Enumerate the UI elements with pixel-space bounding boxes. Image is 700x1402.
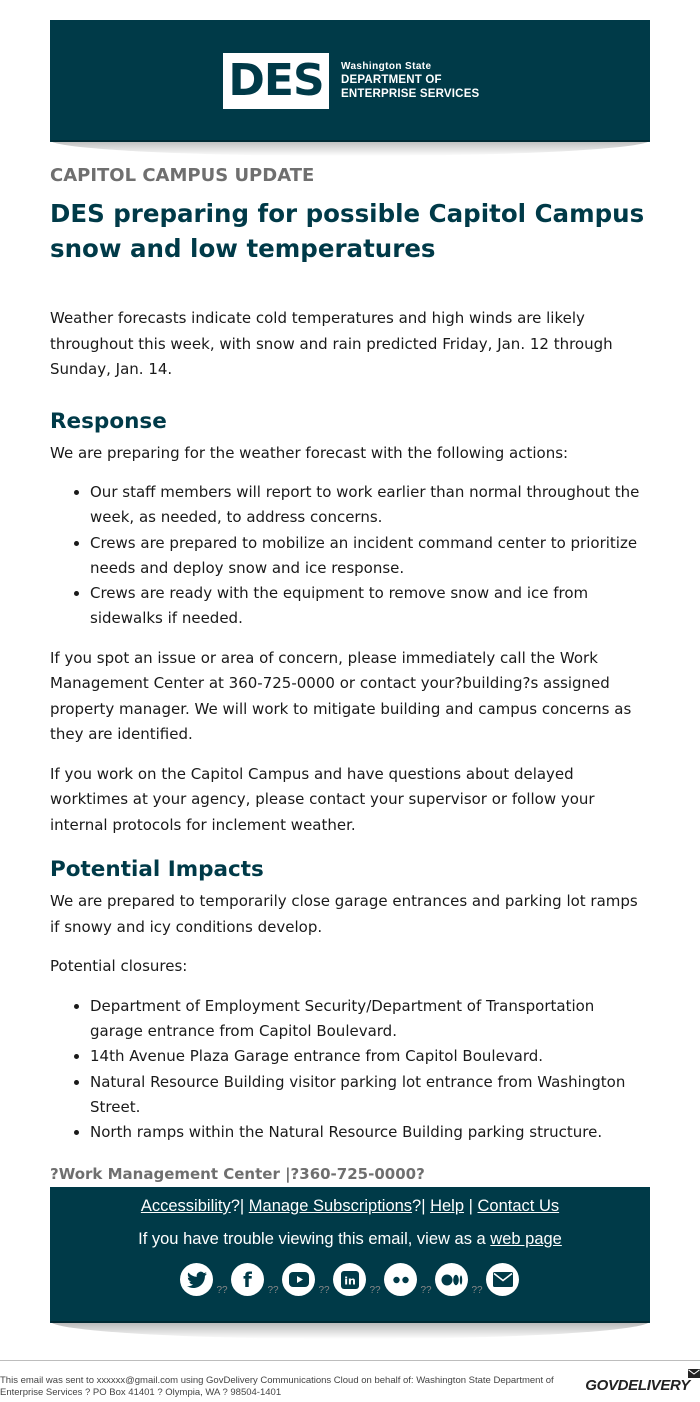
issue-paragraph: If you spot an issue or area of concern, please immediately call the Work Management Center at 360-725-0000 or contact your?building?s assigned property manager. We will work to mitigate building and campus concerns as they are identified.: [50, 648, 632, 744]
intro-paragraph: Weather forecasts indicate cold temperatures and high winds are likely throughout this week, with snow and rain predicted Friday, Jan. 12 through Sunday, Jan. 14.: [50, 309, 613, 378]
logo-line-state: Washington State: [341, 61, 432, 72]
closures-list: [50, 994, 650, 1146]
contact-line: ?Work Management Center |?360-725-0000?: [50, 1164, 425, 1183]
social-separator: ??: [369, 1285, 381, 1296]
logo-line-department: DEPARTMENT OF: [341, 74, 442, 86]
web-page-link[interactable]: web page: [490, 1230, 562, 1248]
manage-subscriptions-link[interactable]: Manage Subscriptions: [248, 1197, 413, 1215]
social-row: [180, 1263, 519, 1297]
response-list: [50, 480, 650, 632]
view-as-webpage-line: [50, 1228, 650, 1250]
response-heading: Response: [50, 408, 167, 434]
article-body: [50, 160, 650, 1185]
list-item: • Department of Employment Security/Department of Transportation garage entrance from Capitol Boulevard.: [90, 994, 650, 1045]
footer-links: [50, 1195, 650, 1217]
impacts-lead: We are prepared to temporarily close garage entrances and parking lot ramps if snowy and icy conditions develop.: [50, 892, 638, 936]
view-prefix: If you have trouble viewing this email, view as a: [138, 1230, 491, 1248]
footer-banner: [50, 1187, 650, 1323]
list-item: • 14th Avenue Plaza Garage entrance from Capitol Boulevard.: [90, 1044, 650, 1069]
flickr-icon[interactable]: [384, 1263, 417, 1296]
facebook-icon[interactable]: [231, 1263, 264, 1296]
list-item: • Our staff members will report to work earlier than normal throughout the week, as needed, to address concerns.: [90, 480, 650, 531]
email-icon[interactable]: [486, 1263, 519, 1296]
social-separator: ??: [471, 1285, 483, 1296]
linkedin-icon[interactable]: [333, 1263, 366, 1296]
article-kicker: CAPITOL CAMPUS UPDATE: [50, 165, 315, 186]
facebook-glyph: f: [243, 1267, 252, 1292]
list-item: • Crews are ready with the equipment to remove snow and ice from sidewalks if needed.: [90, 581, 650, 632]
article-title: DES preparing for possible Capitol Campus snow and low temperatures: [50, 199, 645, 263]
govdelivery-logo[interactable]: GOVDELIVERY: [585, 1377, 690, 1394]
link-separator: ?|: [412, 1197, 431, 1215]
social-separator: ??: [267, 1285, 279, 1296]
footer-shadow: [50, 1321, 650, 1339]
logo-line-enterprise: ENTERPRISE SERVICES: [341, 88, 480, 100]
social-separator: ??: [216, 1285, 228, 1296]
link-separator: |: [464, 1197, 478, 1215]
twitter-icon[interactable]: [180, 1263, 213, 1296]
svg-text:in: in: [343, 1274, 356, 1287]
contact-us-link[interactable]: Contact Us: [477, 1197, 560, 1215]
des-logo-wordmark[interactable]: [341, 60, 479, 101]
header-shadow: [50, 140, 650, 156]
social-separator: ??: [420, 1285, 432, 1296]
list-item: • Crews are prepared to mobilize an incident command center to prioritize needs and deploy snow and ice response.: [90, 531, 650, 582]
des-logo-mark[interactable]: DES: [223, 53, 329, 109]
send-disclaimer: This email was sent to xxxxxx@gmail.com using GovDelivery Communications Cloud on behalf of: Washington State Department of Enterprise Services ? PO Box 41401 ? Olympia, WA ? 98504-1401: [0, 1375, 554, 1398]
youtube-icon[interactable]: [282, 1263, 315, 1296]
questions-paragraph: If you work on the Capitol Campus and have questions about delayed worktimes at your agency, please contact your supervisor or follow your internal protocols for inclement weather.: [50, 764, 595, 834]
help-link[interactable]: Help: [430, 1197, 465, 1215]
response-lead: We are preparing for the weather forecast with the following actions:: [50, 443, 569, 462]
govdelivery-footer: [0, 1360, 700, 1402]
list-item: • North ramps within the Natural Resource Building parking structure.: [90, 1120, 650, 1145]
link-separator: ?|: [230, 1197, 249, 1215]
list-item: • Natural Resource Building visitor parking lot entrance from Washington Street.: [90, 1070, 650, 1121]
closures-label: Potential closures:: [50, 957, 188, 976]
accessibility-link[interactable]: Accessibility: [140, 1197, 231, 1215]
medium-icon[interactable]: [435, 1263, 468, 1296]
social-separator: ??: [318, 1285, 330, 1296]
impacts-heading: Potential Impacts: [50, 857, 264, 883]
